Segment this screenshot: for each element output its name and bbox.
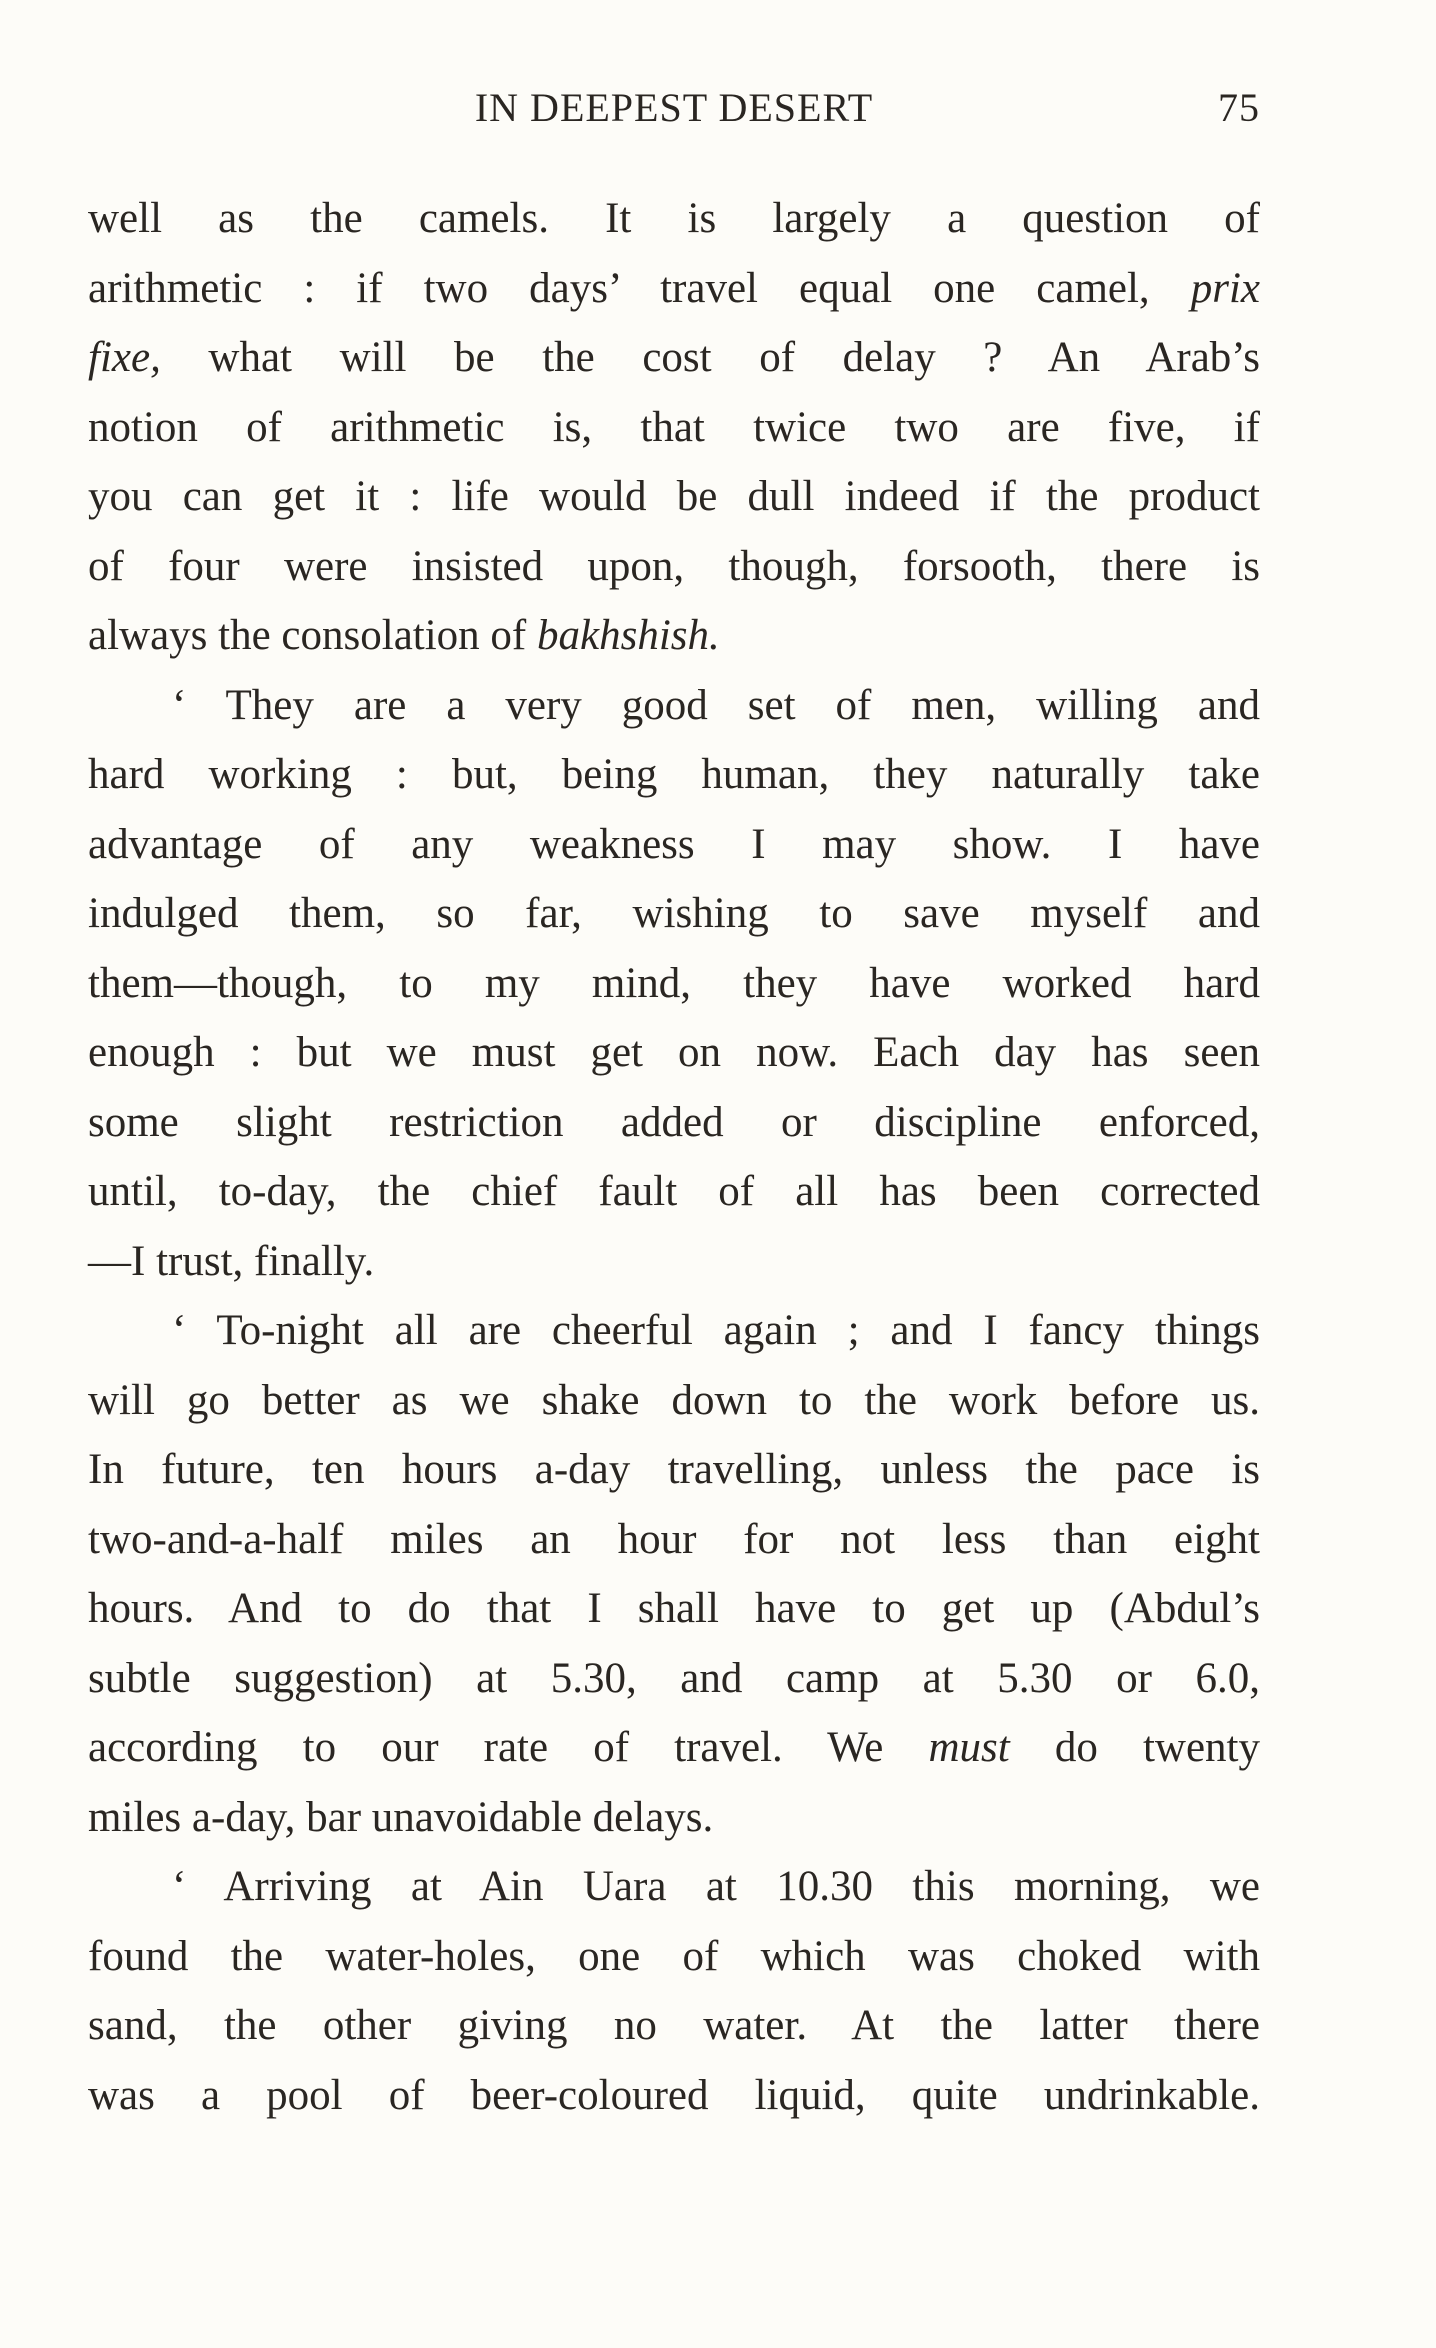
text-line	[88, 1713, 1260, 1783]
text-segment: subtle suggestion) at 5.30, and camp at 5.30 or 6.0,	[88, 1654, 1260, 1702]
text-segment: of four were insisted upon, though, forsooth, there is	[88, 542, 1260, 590]
text-line	[88, 1018, 1260, 1088]
text-line	[88, 740, 1260, 810]
text-line	[88, 601, 1260, 671]
text-line	[88, 184, 1260, 254]
italic-text: prix	[1190, 264, 1260, 312]
book-page	[88, 84, 1260, 2130]
text-line	[88, 879, 1260, 949]
text-segment: them—though, to my mind, they have worked hard	[88, 959, 1260, 1007]
text-line	[88, 1574, 1260, 1644]
text-segment: In future, ten hours a-day travelling, unless the pace is	[88, 1446, 1260, 1493]
text-line	[88, 810, 1260, 880]
text-line	[88, 393, 1260, 463]
text-segment: two-and-a-half miles an hour for not less than eight	[88, 1515, 1260, 1563]
text-segment: hours. And to do that I shall have to get up (Abdul’s	[88, 1585, 1260, 1632]
italic-text: fixe,	[88, 334, 161, 381]
text-segment: always the consolation of	[88, 612, 538, 659]
text-line	[88, 1435, 1260, 1505]
text-segment: you can get it : life would be dull indeed if the product	[88, 473, 1260, 520]
text-segment: well as the camels. It is largely a question of	[88, 195, 1260, 242]
text-segment: arithmetic : if two days’ travel equal one camel,	[88, 264, 1191, 312]
text-line	[88, 1783, 1260, 1853]
text-line	[88, 2061, 1260, 2131]
text-segment: until, to-day, the chief fault of all has been corrected	[88, 1168, 1260, 1215]
italic-text: bakhshish.	[537, 612, 720, 659]
text-line	[88, 1922, 1260, 1992]
text-line	[88, 532, 1260, 602]
text-segment: was a pool of beer-coloured liquid, quite undrinkable.	[88, 2071, 1260, 2119]
text-line	[88, 1227, 1260, 1297]
text-segment: do twenty	[1009, 1724, 1260, 1771]
text-line	[88, 1366, 1260, 1436]
text-line	[88, 1852, 1260, 1922]
text-segment: will go better as we shake down to the work before us.	[88, 1376, 1260, 1424]
running-head	[88, 84, 1260, 144]
text-segment: notion of arithmetic is, that twice two are five, if	[88, 403, 1260, 451]
page-number: 75	[1218, 85, 1260, 130]
text-segment: —I trust, finally.	[88, 1237, 375, 1285]
text-line	[88, 949, 1260, 1019]
text-segment: ‘ Arriving at Ain Uara at 10.30 this morning, we	[172, 1863, 1260, 1910]
text-segment: ‘ They are a very good set of men, willing and	[172, 681, 1260, 729]
text-line	[88, 1991, 1260, 2061]
text-line	[88, 671, 1260, 741]
text-line	[88, 1157, 1260, 1227]
text-segment: what will be the cost of delay ? An Arab’s	[160, 334, 1260, 381]
text-segment: found the water-holes, one of which was choked with	[88, 1932, 1260, 1980]
text-line	[88, 1505, 1260, 1575]
text-segment: ‘ To-night all are cheerful again ; and I fancy things	[172, 1307, 1260, 1354]
text-segment: enough : but we must get on now. Each day has seen	[88, 1029, 1260, 1076]
text-segment: according to our rate of travel. We	[88, 1724, 929, 1771]
text-segment: some slight restriction added or discipline enforced,	[88, 1098, 1260, 1146]
text-line	[88, 462, 1260, 532]
text-segment: sand, the other giving no water. At the latter there	[88, 2002, 1260, 2049]
italic-text: must	[928, 1724, 1010, 1771]
text-line	[88, 1088, 1260, 1158]
text-line	[88, 1644, 1260, 1714]
text-line	[88, 1296, 1260, 1366]
text-segment: hard working : but, being human, they naturally take	[88, 751, 1260, 798]
text-segment: advantage of any weakness I may show. I have	[88, 820, 1260, 868]
text-line	[88, 254, 1260, 324]
text-line	[88, 323, 1260, 393]
running-title: IN DEEPEST DESERT	[474, 85, 874, 130]
text-segment: indulged them, so far, wishing to save myself and	[88, 890, 1260, 937]
text-segment: miles a-day, bar unavoidable delays.	[88, 1793, 714, 1841]
body-text	[88, 184, 1260, 2130]
